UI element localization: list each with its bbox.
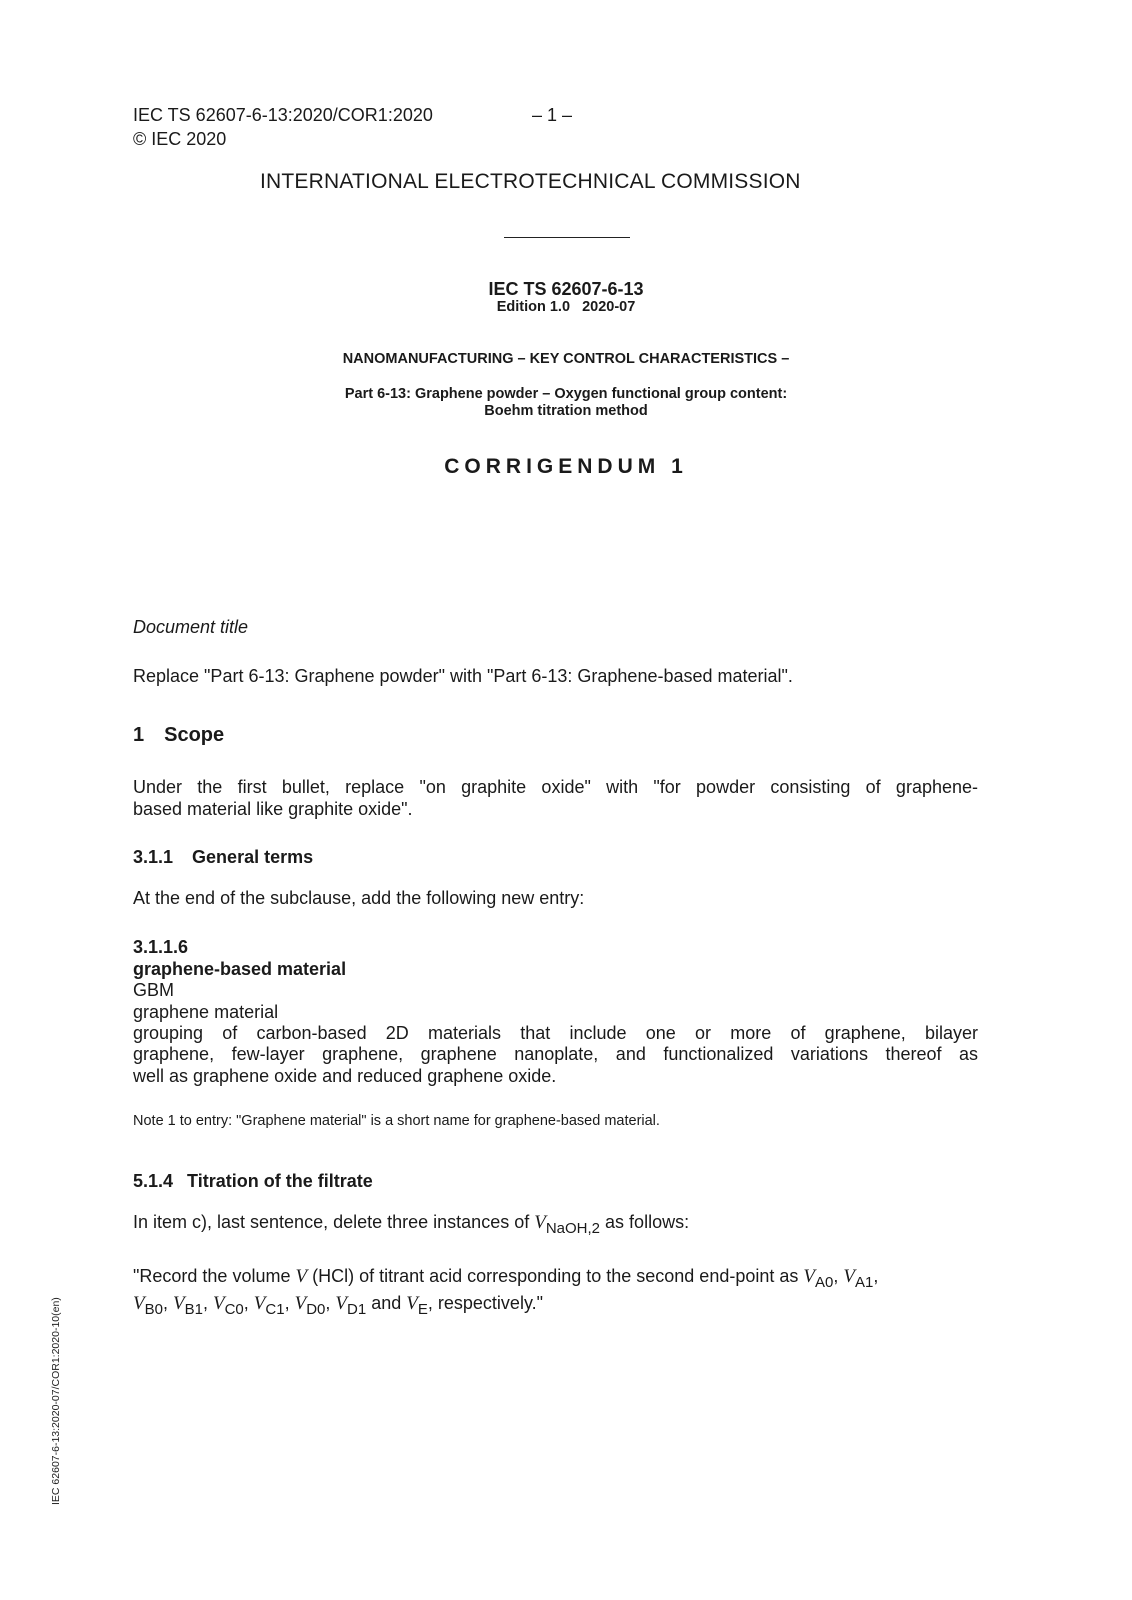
page-number: – 1 – [532,105,573,125]
titration-intro-end: as follows: [605,1212,690,1232]
general-terms-number: 3.1.1 [133,847,174,867]
scope-text-line2: based material like graphite oxide". [133,799,413,819]
quote-end: , respectively." [427,1293,543,1313]
document-title-heading: Document title [133,617,249,637]
entry-note: Note 1 to entry: "Graphene material" is a short name for graphene-based material. [133,1113,660,1129]
variable-v: V [534,1212,546,1233]
scope-title: Scope [164,724,225,746]
entry-definition-line3: well as graphene oxide and reduced graphene oxide. [133,1066,557,1086]
quote-middle: (HCl) of titrant acid corresponding to the second end-point as [312,1266,799,1286]
copyright: © IEC 2020 [133,129,227,149]
document-reference: IEC TS 62607-6-13:2020/COR1:2020 [133,105,433,125]
standard-code: IEC TS 62607-6-13 [488,279,644,299]
variable-v: V [335,1293,348,1314]
variable-v: V [172,1293,185,1314]
variable-v: V [133,1293,145,1314]
quote-line2: $V_{B0}$, $V_{B1}$, $V_{C0}$, $V_{C1}$, $V_{D0}$, $V_{D1}$ and $V_E$, respectively." [133,1293,543,1318]
document-title-text: Replace "Part 6-13: Graphene powder" with "Part 6-13: Graphene-based material". [133,666,793,686]
titration-title: Titration of the filtrate [187,1171,373,1191]
entry-synonym: graphene material [133,1002,279,1022]
titration-heading [133,1171,373,1192]
entry-abbreviation: GBM [133,980,175,1000]
general-terms-text: At the end of the subclause, add the following new entry: [133,888,585,908]
entry-number: 3.1.1.6 [133,937,189,957]
titration-intro [133,1211,690,1237]
variable-subscript: D0 [306,1301,326,1318]
part-title-line1: Part 6-13: Graphene powder – Oxygen functional group content: [344,386,788,402]
and-word: and [371,1293,402,1313]
scope-heading [133,724,224,747]
variable-subscript: A0 [815,1274,834,1291]
part-title-line2: Boehm titration method [484,403,648,419]
general-terms-heading [133,847,313,868]
variable-subscript: A1 [854,1274,874,1291]
variable-v: V [295,1266,308,1287]
edition-line: Edition 1.0 2020-07 [496,299,636,315]
variable-subscript: B0 [144,1301,163,1318]
variable-subscript: C0 [224,1301,244,1318]
variable-subscript: E [417,1301,428,1318]
variable-subscript: D1 [347,1301,367,1318]
entry-definition-line1: grouping of carbon-based 2D materials that include one or more of graphene, bilayer [133,1023,978,1043]
corrigendum-title: CORRIGENDUM 1 [444,455,688,478]
organization-name: INTERNATIONAL ELECTROTECHNICAL COMMISSION [260,170,801,193]
side-margin-reference: IEC 62607-6-13:2020-07/COR1:2020-10(en) [50,1297,62,1505]
variable-subscript: B1 [184,1301,203,1318]
general-terms-title: General terms [192,847,314,867]
variable-v: V [253,1293,266,1314]
variable-v: V [406,1293,418,1314]
titration-number: 5.1.4 [133,1171,174,1191]
scope-text-line1: Under the first bullet, replace "on graphite oxide" with "for powder consisting of graphene- [133,777,978,797]
variable-subscript: C1 [265,1301,285,1318]
scope-number: 1 [133,724,145,746]
titration-intro-text: In item c), last sentence, delete three instances of [133,1212,530,1232]
quote-start: "Record the volume [133,1266,291,1286]
variable-v: V [803,1266,815,1287]
series-title: NANOMANUFACTURING – KEY CONTROL CHARACTERISTICS – [342,351,790,367]
variable-v: V [294,1293,307,1314]
divider-line [504,237,630,238]
variable-v: V [843,1266,855,1287]
entry-definition-line2: graphene, few-layer graphene, graphene nanoplate, and functionalized variations thereof as [133,1044,978,1064]
variable-subscript: NaOH,2 [545,1220,601,1237]
entry-term: graphene-based material [133,959,347,979]
variable-v: V [212,1293,225,1314]
quote-line1: "Record the volume V (HCl) of titrant acid corresponding to the second end-point as $V_{A0}$, $V_{A1}$, [133,1266,879,1291]
